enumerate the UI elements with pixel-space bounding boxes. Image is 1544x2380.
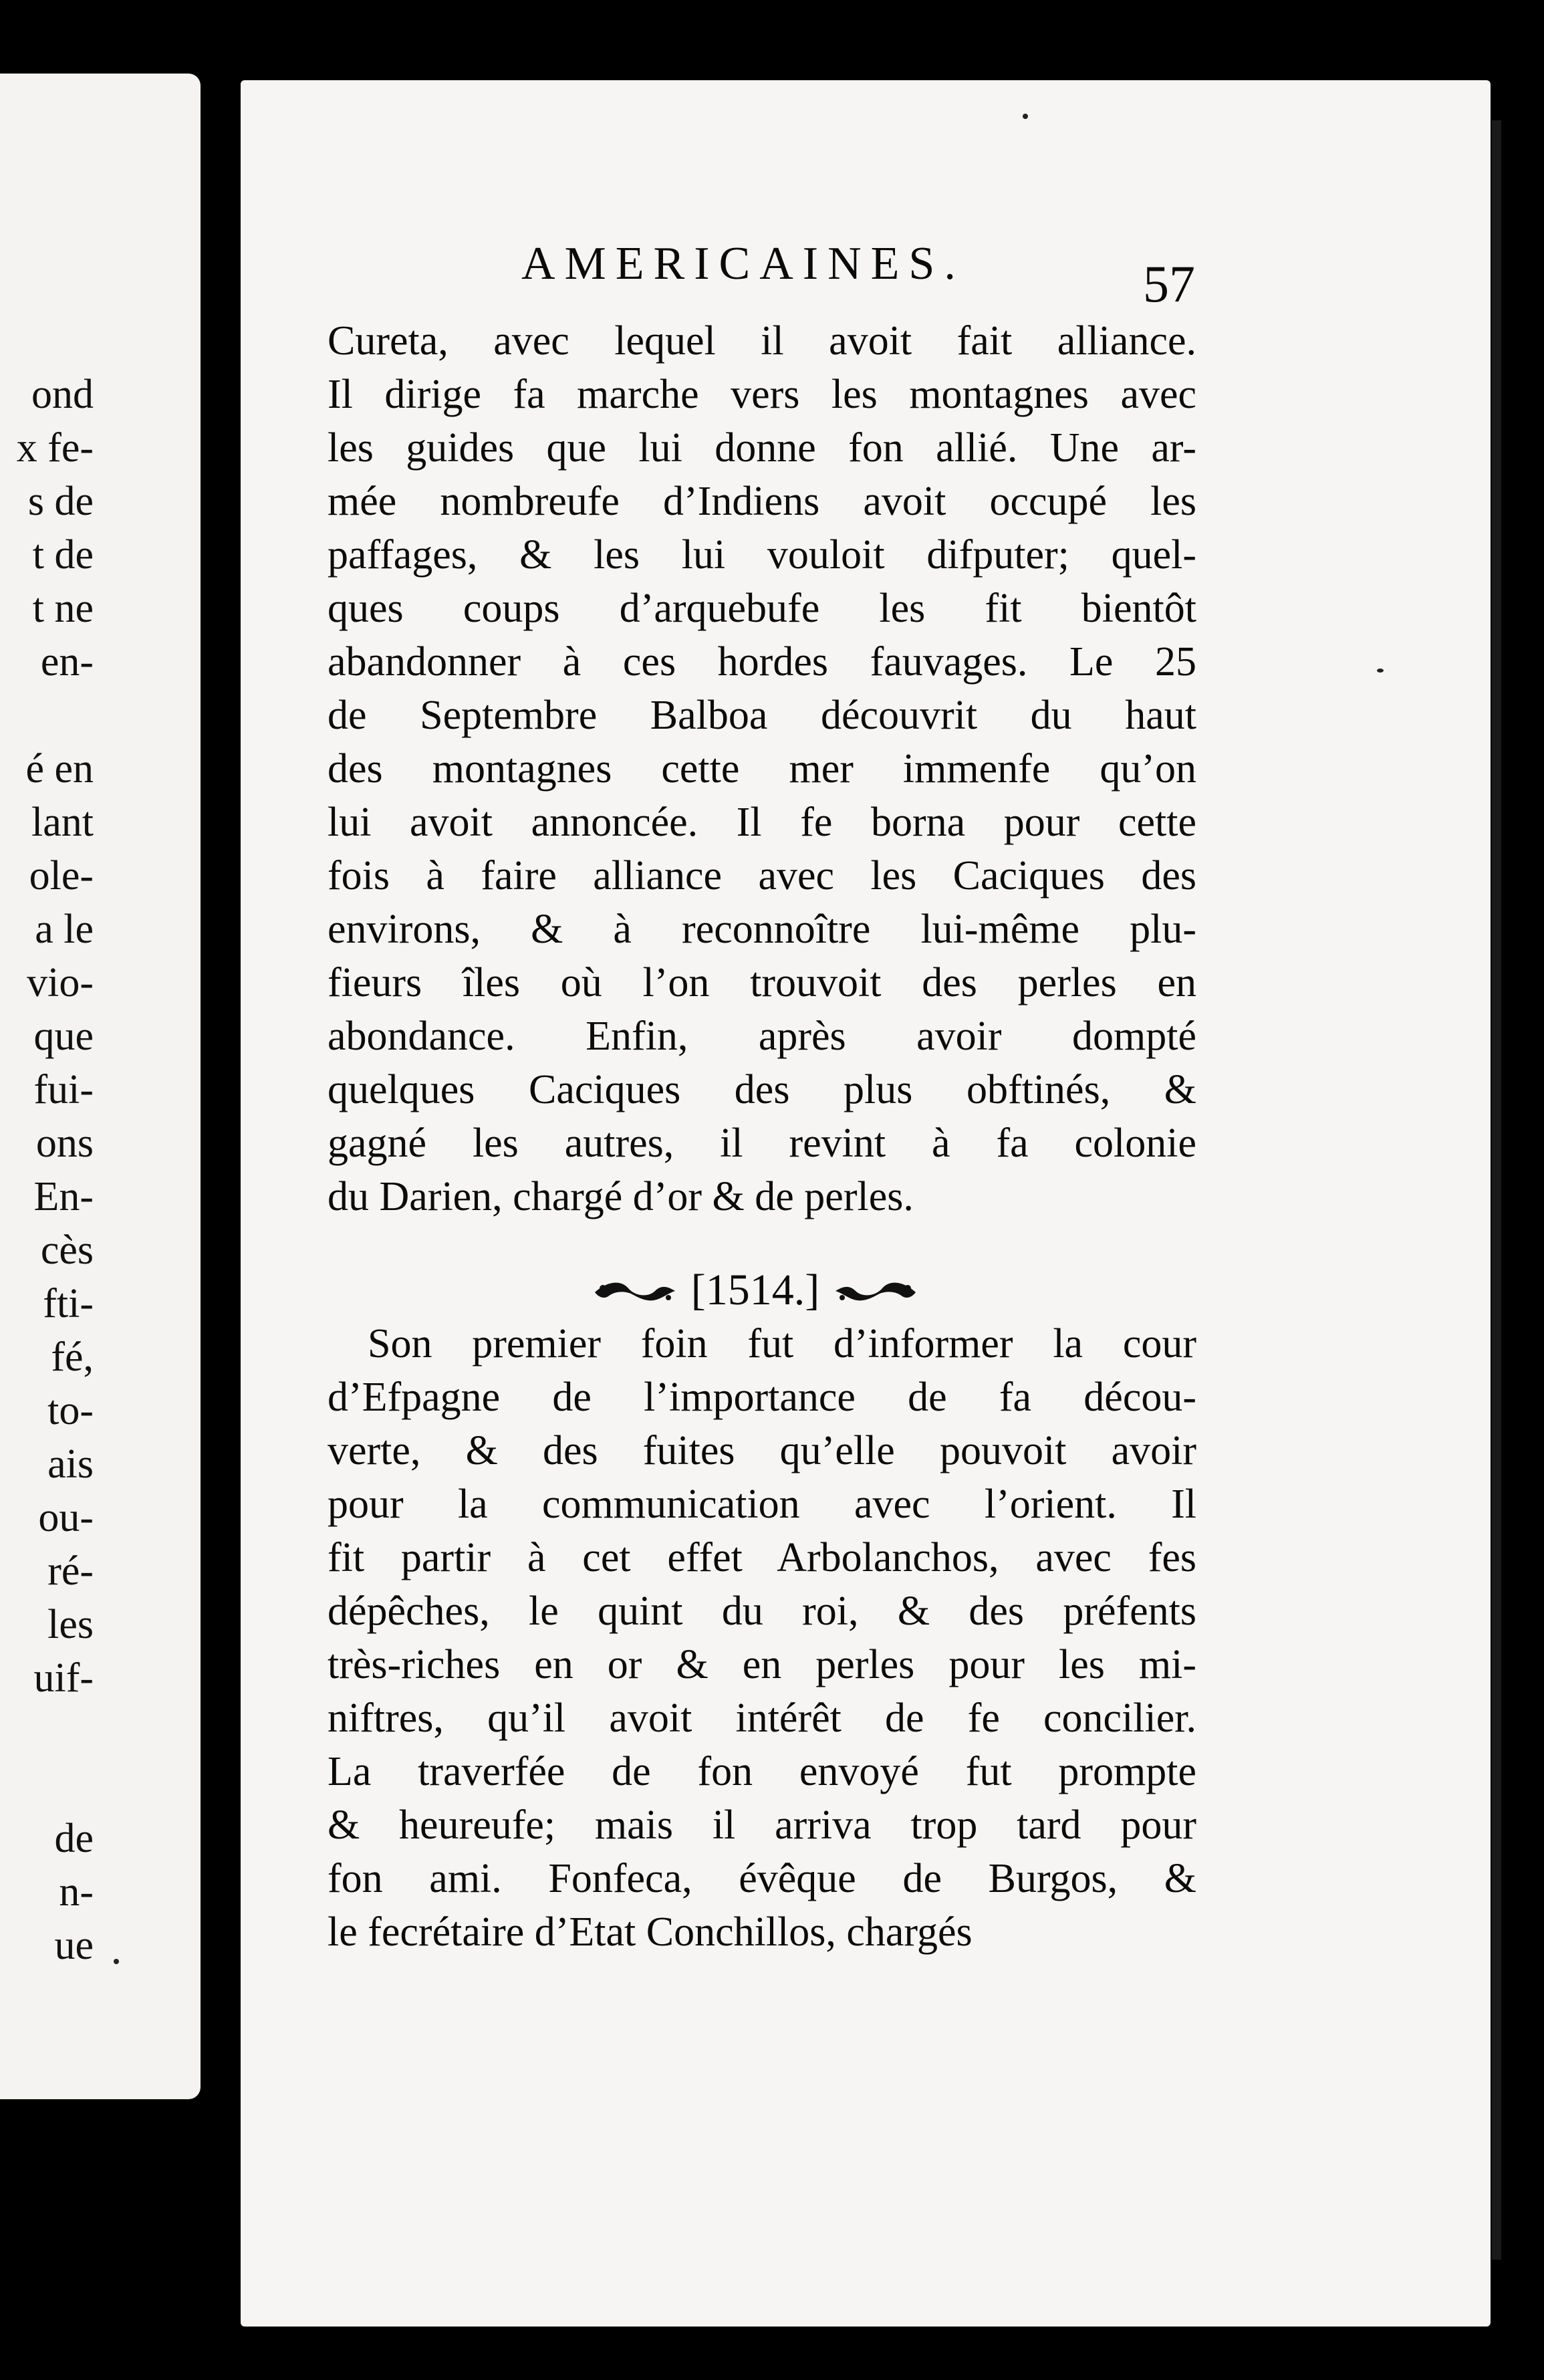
text-line: abandonner à ces hordes fauvages. Le 25 [328, 639, 1196, 685]
left-page-fragment: uif- [33, 1655, 94, 1701]
text-line: fieurs îles où l’on trouvoit des perles en [328, 960, 1196, 1005]
left-page-text-fragments [0, 368, 94, 1972]
paper-speck [1023, 114, 1028, 119]
left-page-fragment [0, 689, 94, 742]
left-page-fragment: en- [40, 639, 94, 685]
text-line: Son premier foin fut d’informer la cour [368, 1321, 1196, 1366]
paragraph-1 [328, 314, 1196, 1223]
left-page-fragment: vio- [27, 960, 94, 1005]
left-fleuron-ornament [588, 1274, 682, 1307]
text-line: des montagnes cette mer immenfe qu’on [328, 746, 1196, 792]
left-page-fragment: les [47, 1602, 94, 1647]
page-edge [1492, 120, 1501, 2260]
left-page-fragment: En- [33, 1174, 94, 1219]
text-line: paffages, & les lui vouloit difputer; quel- [328, 532, 1196, 578]
left-facing-page [0, 74, 201, 2099]
left-page-fragment: a le [35, 907, 94, 952]
paper-speck [114, 1959, 119, 1964]
running-head: AMERICAINES. [521, 238, 965, 289]
text-line: quelques Caciques des plus obftinés, & [328, 1067, 1196, 1112]
left-page-fragment: t de [32, 532, 94, 578]
left-page-fragment: ond [31, 372, 94, 417]
left-page-fragment: t ne [32, 586, 94, 631]
text-line: lui avoit annoncée. Il fe borna pour cette [328, 800, 1196, 845]
left-page-fragment: ré- [47, 1548, 94, 1594]
left-page-fragment: ue [54, 1923, 94, 1968]
left-page-fragment: ais [47, 1441, 94, 1487]
paper-speck [1377, 669, 1384, 673]
text-line: du Darien, chargé d’or & de perles. [328, 1174, 914, 1219]
left-page-fragment: é en [25, 746, 94, 792]
page-number: 57 [1143, 255, 1195, 313]
left-page-fragment: ou- [38, 1495, 94, 1540]
text-line: La traverfée de fon envoyé fut prompte [328, 1749, 1196, 1794]
text-line: verte, & des fuites qu’elle pouvoit avoir [328, 1428, 1196, 1473]
text-line: les guides que lui donne fon allié. Une ar- [328, 425, 1196, 471]
left-page-fragment: x fe- [16, 425, 94, 471]
left-page-fragment: lant [31, 800, 94, 845]
text-line: Cureta, avec lequel il avoit fait alliance. [328, 318, 1196, 364]
left-page-fragment [0, 1758, 94, 1812]
text-line: gagné les autres, il revint à fa colonie [328, 1120, 1196, 1166]
text-line: niftres, qu’il avoit intérêt de fe concilier. [328, 1695, 1196, 1741]
left-page-fragment: de [54, 1816, 94, 1861]
text-line: abondance. Enfin, après avoir dompté [328, 1014, 1196, 1059]
text-line: dépêches, le quint du roi, & des préfents [328, 1588, 1196, 1634]
text-line: fon ami. Fonfeca, évêque de Burgos, & [328, 1856, 1196, 1901]
left-page-fragment: fti- [43, 1281, 94, 1326]
right-fleuron-ornament [829, 1274, 922, 1307]
left-page-fragment: to- [47, 1388, 94, 1433]
left-page-fragment: cès [40, 1227, 94, 1273]
paragraph-2 [328, 1317, 1196, 1959]
text-line: ques coups d’arquebufe les fit bientôt [328, 586, 1196, 631]
text-line: d’Efpagne de l’importance de fa décou- [328, 1375, 1196, 1420]
text-line: fois à faire alliance avec les Caciques des [328, 853, 1196, 899]
text-line: environs, & à reconnoître lui-même plu- [328, 907, 1196, 952]
date-heading-text: [1514.] [690, 1266, 820, 1314]
left-page-fragment: fé, [51, 1334, 94, 1380]
text-line: & heureufe; mais il arriva trop tard pour [328, 1802, 1196, 1848]
text-line: pour la communication avec l’orient. Il [328, 1481, 1196, 1527]
text-line: mée nombreufe d’Indiens avoit occupé les [328, 479, 1196, 524]
text-line: Il dirige fa marche vers les montagnes avec [328, 372, 1196, 417]
left-page-fragment: que [33, 1014, 94, 1059]
left-page-fragment: fui- [33, 1067, 94, 1112]
text-line: très-riches en or & en perles pour les mi- [328, 1642, 1196, 1687]
book-gutter [201, 74, 241, 2099]
left-page-fragment [0, 1705, 94, 1758]
left-page-fragment: s de [27, 479, 94, 524]
text-line: de Septembre Balboa découvrit du haut [328, 693, 1196, 738]
left-page-fragment: n- [59, 1869, 94, 1915]
date-heading [575, 1264, 936, 1317]
text-line: le fecrétaire d’Etat Conchillos, chargés [328, 1909, 973, 1955]
left-page-fragment: ons [35, 1120, 94, 1166]
text-line: fit partir à cet effet Arbolanchos, avec fes [328, 1535, 1196, 1580]
left-page-fragment: ole- [29, 853, 94, 899]
